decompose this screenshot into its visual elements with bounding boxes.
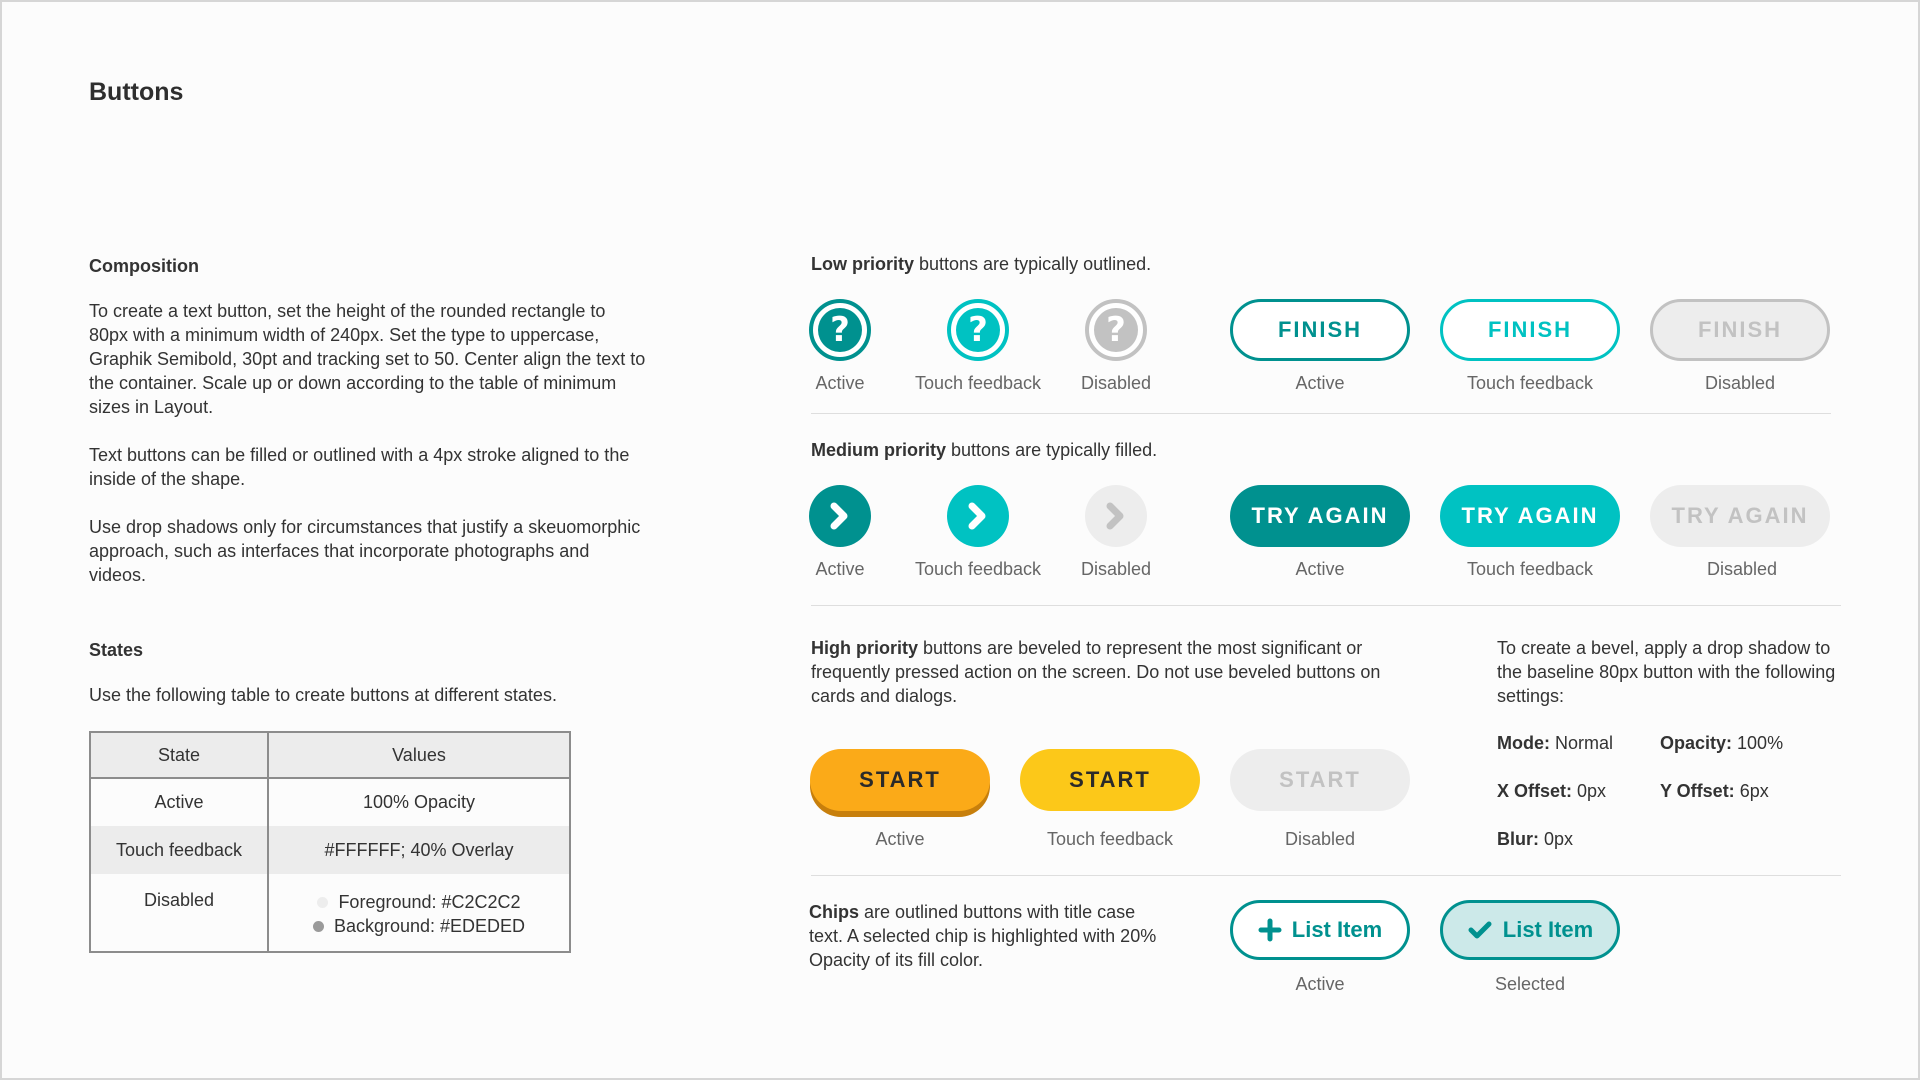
- low-help-button-active[interactable]: [809, 299, 871, 361]
- table-header-state: State: [90, 732, 268, 778]
- caption-selected: Selected: [1494, 974, 1566, 994]
- try-again-button-touch[interactable]: TRY AGAIN: [1440, 485, 1620, 547]
- table-cell-state: Disabled: [90, 874, 268, 952]
- question-icon: ?: [956, 308, 1000, 352]
- low-priority-lead: Low priority buttons are typically outlined.: [811, 254, 1152, 274]
- check-icon: [1467, 918, 1493, 942]
- plus-icon: [1258, 918, 1282, 942]
- setting-opacity: Opacity: 100%: [1660, 733, 1784, 753]
- caption-touch: Touch feedback: [1046, 829, 1174, 849]
- table-cell-value: 100% Opacity: [362, 792, 476, 812]
- low-help-button-touch[interactable]: [947, 299, 1009, 361]
- setting-x-offset: X Offset: 0px: [1497, 781, 1607, 801]
- caption-active: Active: [1295, 373, 1345, 393]
- caption-active: Active: [875, 829, 925, 849]
- chip-selected[interactable]: [1440, 900, 1620, 960]
- chips-lead: Chips are outlined buttons with title case text. A selected chip is highlighted with 20% Opacity of its fill color.: [809, 902, 1157, 970]
- next-button-touch[interactable]: [947, 485, 1009, 547]
- table-row: [90, 826, 570, 874]
- table-cell-value: [268, 874, 570, 952]
- caption-disabled: Disabled: [1080, 559, 1152, 579]
- try-again-button-active[interactable]: TRY AGAIN: [1230, 485, 1410, 547]
- caption-disabled: Disabled: [1706, 559, 1778, 579]
- chevron-right-icon: [964, 501, 992, 531]
- divider: [811, 875, 1841, 876]
- table-row: [90, 778, 570, 826]
- setting-blur: Blur: 0px: [1497, 829, 1574, 849]
- next-button-active[interactable]: [809, 485, 871, 547]
- caption-disabled: Disabled: [1704, 373, 1776, 393]
- high-priority-lead: High priority buttons are beveled to represent the most significant or frequently pressed action on the screen. Do not use beveled buttons on cards and dialogs.: [811, 638, 1381, 706]
- chip-label: List Item: [1502, 917, 1594, 942]
- start-button-active[interactable]: START: [810, 749, 990, 811]
- caption-active: Active: [815, 373, 865, 393]
- caption-active: Active: [815, 559, 865, 579]
- background-value: Background: #EDEDED: [333, 916, 526, 936]
- composition-paragraph-3: Use drop shadows only for circumstances that justify a skeuomorphic approach, such as interfaces that incorporate photographs and videos.: [89, 517, 641, 585]
- foreground-legend: [269, 890, 569, 914]
- table-header-values: Values: [268, 732, 570, 778]
- composition-heading: Composition: [89, 256, 199, 276]
- caption-active: Active: [1295, 974, 1345, 994]
- caption-active: Active: [1295, 559, 1345, 579]
- try-again-button-disabled[interactable]: TRY AGAIN: [1650, 485, 1830, 547]
- table-cell-value: #FFFFFF; 40% Overlay: [268, 826, 570, 874]
- bevel-intro: To create a bevel, apply a drop shadow to the baseline 80px button with the following settings:: [1497, 638, 1836, 706]
- states-heading: States: [89, 640, 144, 660]
- start-button-disabled[interactable]: START: [1230, 749, 1410, 811]
- chevron-right-icon: [826, 501, 854, 531]
- states-intro: Use the following table to create buttons at different states.: [89, 685, 557, 705]
- medium-priority-lead: Medium priority buttons are typically filled.: [811, 440, 1158, 460]
- table-cell-state: Active: [90, 778, 268, 826]
- finish-button-touch[interactable]: FINISH: [1440, 299, 1620, 361]
- setting-y-offset: Y Offset: 6px: [1660, 781, 1769, 801]
- next-button-disabled[interactable]: [1085, 485, 1147, 547]
- question-icon: ?: [818, 308, 862, 352]
- chip-label: List Item: [1291, 917, 1383, 942]
- finish-button-active[interactable]: FINISH: [1230, 299, 1410, 361]
- chevron-right-icon: [1102, 501, 1130, 531]
- caption-disabled: Disabled: [1284, 829, 1356, 849]
- start-button-touch[interactable]: START: [1020, 749, 1200, 811]
- caption-disabled: Disabled: [1080, 373, 1152, 393]
- setting-mode: Mode: Normal: [1497, 733, 1614, 753]
- caption-touch: Touch feedback: [1466, 373, 1594, 393]
- background-swatch: [313, 921, 324, 932]
- background-legend: [269, 914, 569, 938]
- finish-button-disabled[interactable]: FINISH: [1650, 299, 1830, 361]
- composition-paragraph-1: To create a text button, set the height of the rounded rectangle to 80px with a minimum width of 240px. Set the type to uppercase, Graphik Semibold, 30pt and tracking set to 50. Center align the text to the container. Scale up or down according to the table of minimum sizes in Layout.: [89, 301, 646, 417]
- divider: [811, 605, 1841, 606]
- low-help-button-disabled[interactable]: [1085, 299, 1147, 361]
- table-row: [90, 874, 570, 952]
- composition-paragraph-2: Text buttons can be filled or outlined with a 4px stroke aligned to the inside of the shape.: [89, 445, 630, 489]
- caption-touch: Touch feedback: [914, 559, 1042, 579]
- chip-active[interactable]: [1230, 900, 1410, 960]
- caption-touch: Touch feedback: [1466, 559, 1594, 579]
- table-cell-state: Touch feedback: [90, 826, 268, 874]
- foreground-value: Foreground: #C2C2C2: [338, 892, 521, 912]
- states-table: [89, 731, 571, 953]
- divider: [811, 413, 1831, 414]
- page-title: Buttons: [89, 78, 184, 106]
- foreground-swatch: [317, 897, 328, 908]
- question-icon: ?: [1094, 308, 1138, 352]
- caption-touch: Touch feedback: [914, 373, 1042, 393]
